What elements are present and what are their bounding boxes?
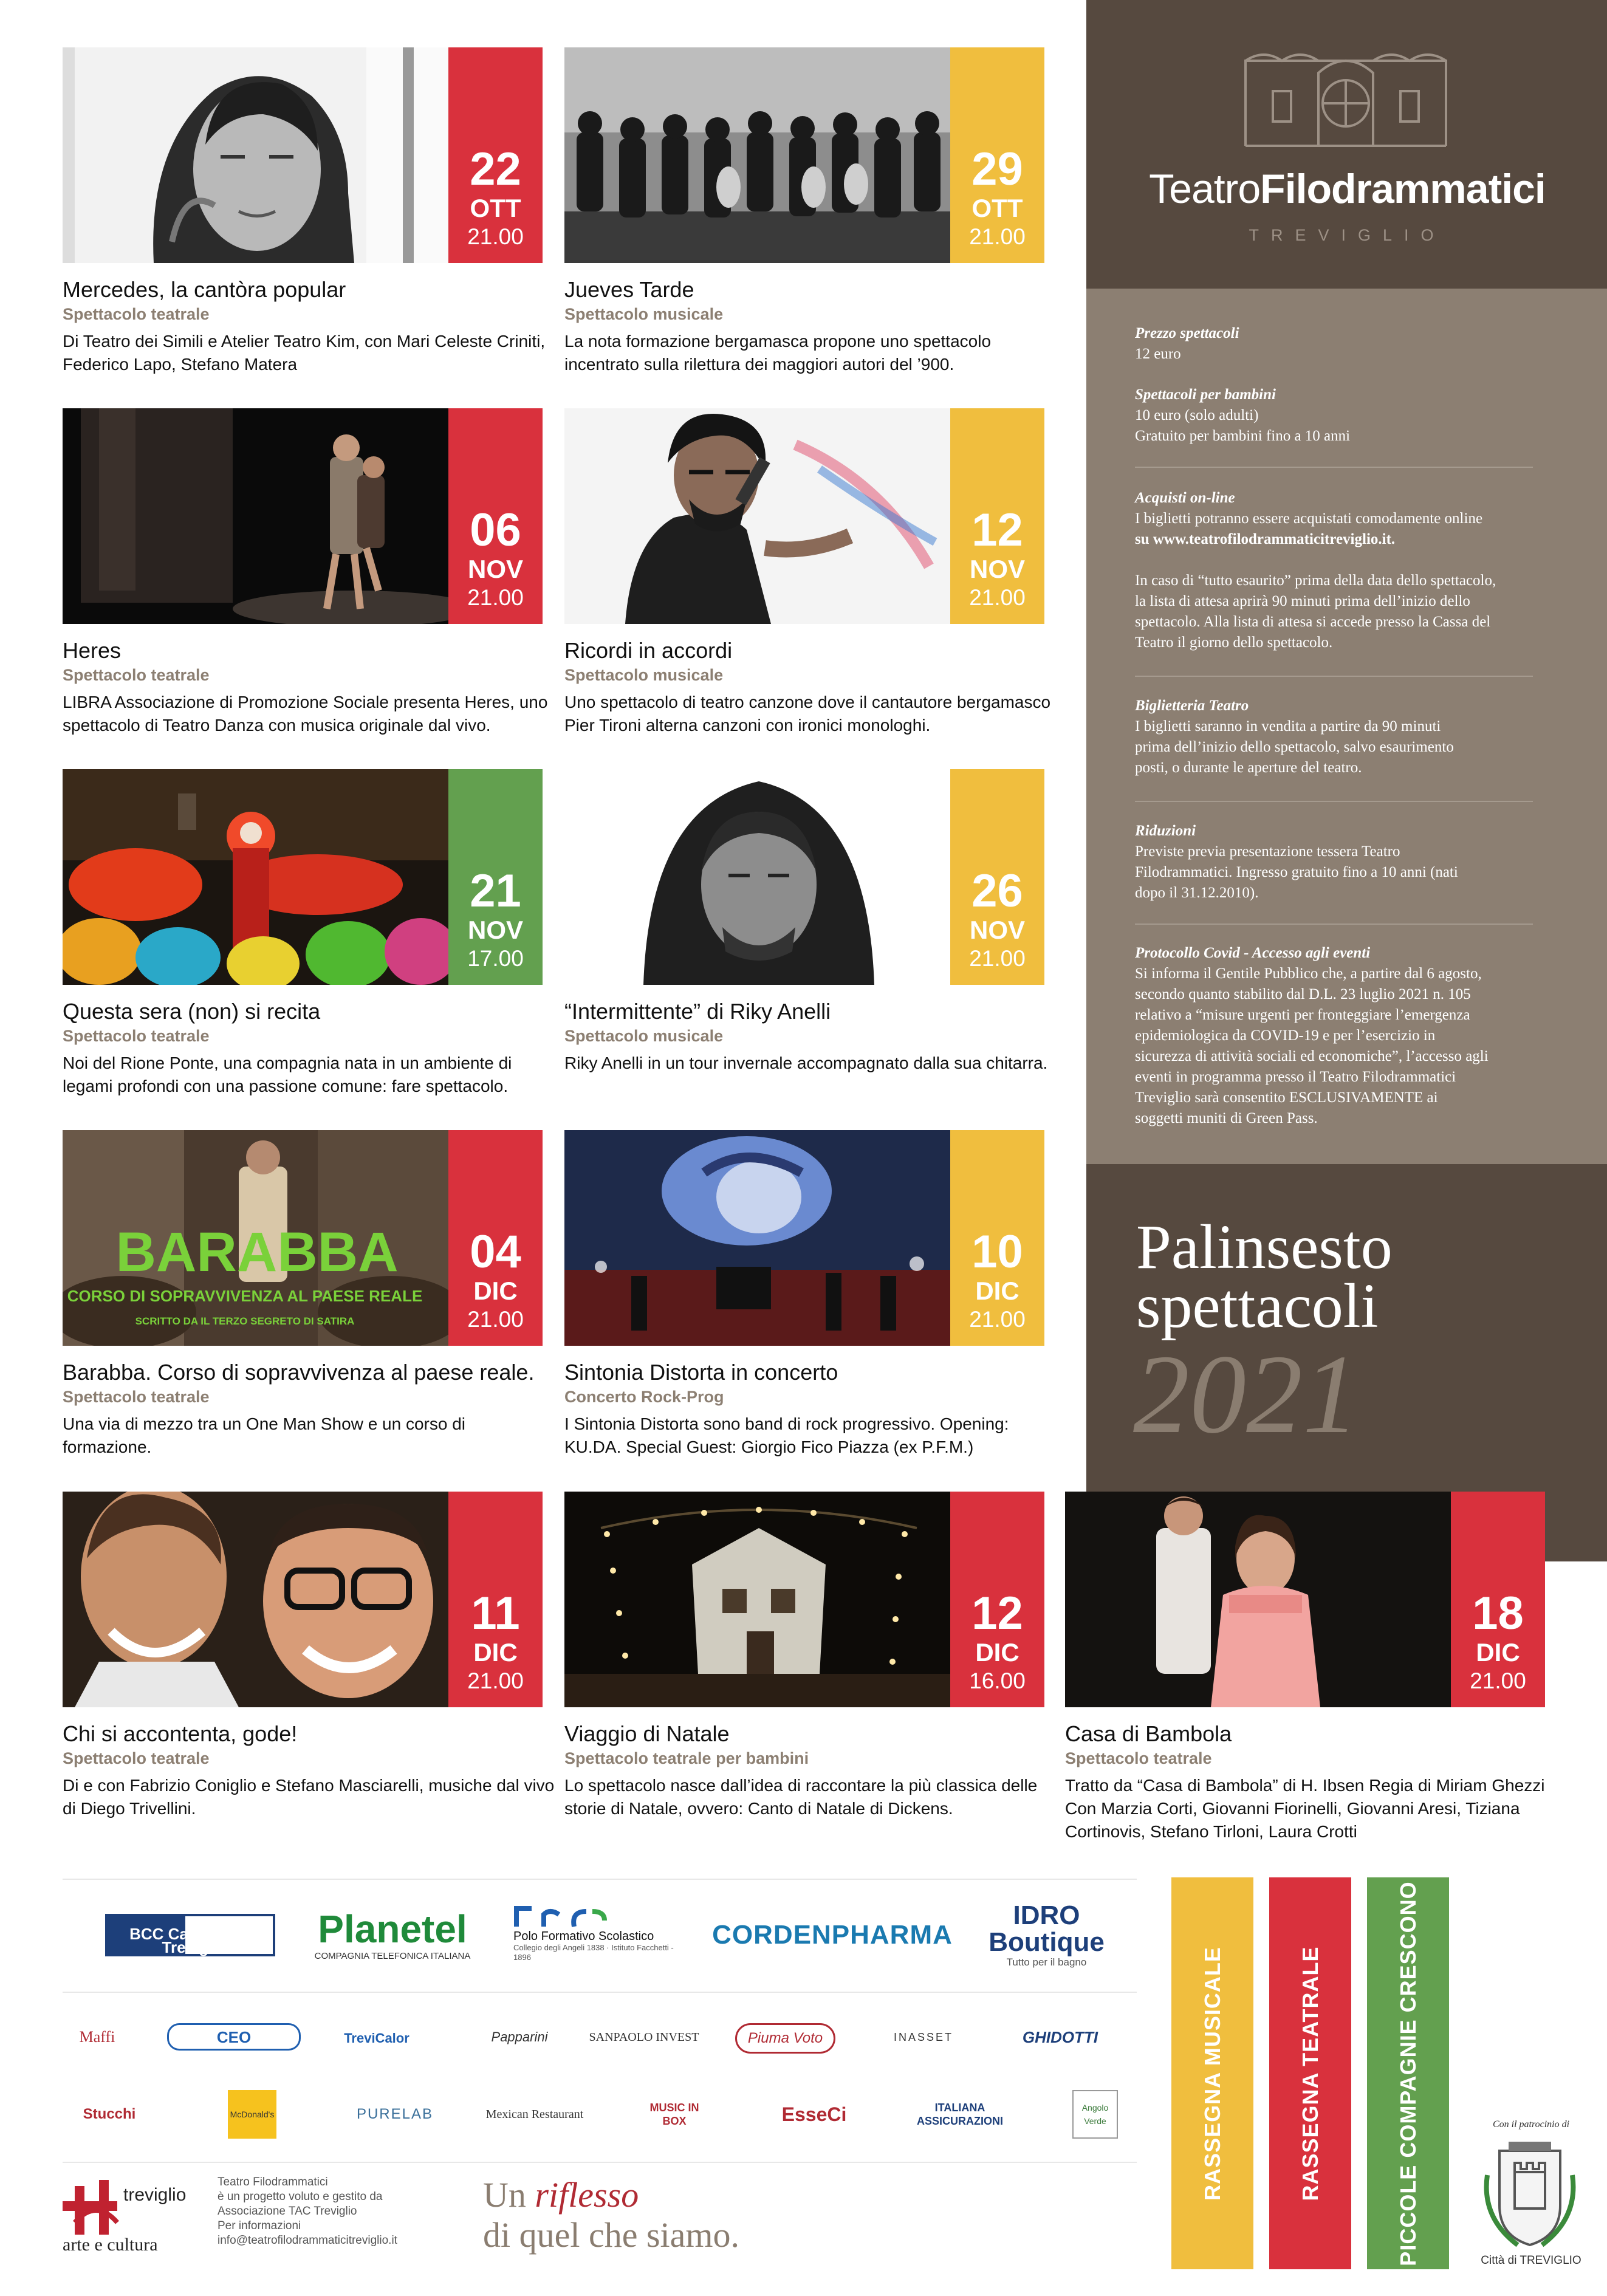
- event-category: Spettacolo teatrale: [63, 1749, 210, 1767]
- event-description: La nota formazione bergamasca propone uno spettacolo incentrato sulla rilettura dei maggiori autori del ’900.: [564, 332, 992, 374]
- slogan: Un riflesso di quel che siamo.: [483, 2175, 740, 2255]
- event-category: Spettacolo teatrale: [63, 666, 210, 684]
- sponsor-logo: Angolo Verde: [1072, 2090, 1118, 2139]
- sponsor-name: BCC Casa Rurale Treviglio: [129, 1925, 259, 1956]
- event-date-badge: 12 NOV 21.00: [950, 408, 1044, 624]
- sponsor-logo: Piuma Voto: [735, 2023, 835, 2054]
- event-category: Spettacolo teatrale per bambini: [564, 1749, 809, 1767]
- palinsesto-subtitle: spettacoli: [1136, 1271, 1379, 1341]
- sponsor-logo-idro: IDRO Boutique Tutto per il bagno: [989, 1900, 1105, 1968]
- event-date-badge: 11 DIC 21.00: [448, 1492, 543, 1707]
- event-title: Questa sera (non) si recita: [63, 999, 321, 1024]
- sponsor-logo: Maffi: [79, 2027, 115, 2046]
- info-separator: [1135, 467, 1533, 468]
- event-title: Ricordi in accordi: [564, 638, 733, 663]
- event-photo: [63, 408, 448, 624]
- event-description: LIBRA Associazione di Promozione Sociale presenta Heres, uno spettacolo di Teatro Danza con musica originale dal vivo.: [63, 693, 548, 735]
- sponsor-logo: Mexican Restaurant: [485, 2108, 584, 2121]
- sponsor-logo-bcc: [105, 1914, 275, 1956]
- band-rassegna-musicale: RASSEGNA MUSICALE: [1171, 1877, 1253, 2269]
- sponsor-logo: ITALIANA ASSICURAZIONI: [916, 2102, 1003, 2127]
- palinsesto-title: Palinsesto: [1136, 1212, 1393, 1282]
- divider: [63, 1879, 1137, 1880]
- sponsor-logo: EsseCi: [781, 2103, 847, 2125]
- event-date-badge: 26 NOV 21.00: [950, 769, 1044, 985]
- sponsor-logo: GHIDOTTI: [1022, 2027, 1098, 2046]
- footer-info: Teatro Filodrammatici è un progetto voluto e gestito da Associazione TAC Treviglio Per informazioni info@teatrofilodrammaticitreviglio.it: [218, 2175, 424, 2248]
- event-description: Lo spettacolo nasce dall’idea di raccontare la più classica delle storie di Natale, ovvero: Canto di Natale di Dickens.: [564, 1776, 1038, 1818]
- sponsor-logo: CEO: [167, 2023, 301, 2051]
- sponsor-logo: TreviCalor: [344, 2030, 409, 2046]
- event-title: “Intermittente” di Riky Anelli: [564, 999, 831, 1024]
- patronage-label: Con il patrocinio di: [1492, 2119, 1570, 2130]
- poster-subtitle: CORSO DI SOPRAVVIVENZA AL PAESE REALE: [67, 1287, 423, 1305]
- poster-tagline: SCRITTO DA IL TERZO SEGRETO DI SATIRA: [135, 1315, 355, 1327]
- theatre-logo-icon: [1239, 49, 1452, 149]
- divider: [63, 2162, 1137, 2163]
- event-photo: [63, 1492, 448, 1707]
- event-description: Di Teatro dei Simili e Atelier Teatro Kim, con Mari Celeste Criniti, Federico Lapo, Stefano Matera: [63, 332, 546, 374]
- event-title: Sintonia Distorta in concerto: [564, 1360, 838, 1385]
- info-reductions: Riduzioni Previste previa presentazione tessera Teatro Filodrammatici. Ingresso gratuito fino a 10 anni (nati dopo il 31.12.2010).: [1135, 823, 1458, 901]
- event-date-badge: 10 DIC 21.00: [950, 1130, 1044, 1346]
- poster-title: BARABBA: [115, 1221, 399, 1283]
- theatre-name: TeatroFilodrammatici: [1149, 166, 1546, 212]
- event-description: I Sintonia Distorta sono band di rock progressivo. Opening: KU.DA. Special Guest: Giorgio Fico Piazza (ex P.F.M.): [564, 1414, 1009, 1456]
- event-photo: [63, 769, 448, 985]
- event-photo: [564, 769, 950, 985]
- divider: [63, 1992, 1137, 1993]
- event-title: Barabba. Corso di sopravvivenza al paese reale.: [63, 1360, 535, 1385]
- event-date-badge: 12 DIC 16.00: [950, 1492, 1044, 1707]
- band-rassegna-teatrale: RASSEGNA TEATRALE: [1269, 1877, 1351, 2269]
- info-separator: [1135, 924, 1533, 925]
- event-photo: [564, 1492, 950, 1707]
- event-category: Spettacolo musicale: [564, 305, 724, 323]
- info-separator: [1135, 676, 1533, 677]
- info-online: Acquisti on-line I biglietti potranno essere acquistati comodamente online su www.teatrofilodrammaticitreviglio.it. In caso di “tutto esaurito” prima della data dello spettacolo, la lista di attesa aprirà 90 minuti prima dell’inizio dello spettacolo. Alla lista di attesa si accede presso la Cassa del Teatro il giorno dello spettacolo.: [1135, 490, 1496, 651]
- sponsor-logo: MUSIC IN BOX: [649, 2102, 699, 2127]
- contact-email[interactable]: info@teatrofilodrammaticitreviglio.it: [218, 2234, 397, 2247]
- sponsor-logo-polo: Polo Formativo Scolastico Collegio degli Angeli 1838 · Istituto Facchetti - 1896: [513, 1897, 684, 1971]
- event-photo: [564, 47, 950, 263]
- event-category: Spettacolo musicale: [564, 1027, 724, 1045]
- event-photo: [564, 408, 950, 624]
- event-description: Di e con Fabrizio Coniglio e Stefano Masciarelli, musiche dal vivo di Diego Trivellini.: [63, 1776, 555, 1818]
- city-name: Città di TREVIGLIO: [1481, 2254, 1581, 2267]
- info-box-office: Biglietteria Teatro I biglietti saranno in vendita a partire da 90 minuti prima dell’inizio dello spettacolo, salvo esaurimento posti, o durante le aperture del teatro.: [1135, 697, 1454, 776]
- event-category: Concerto Rock-Prog: [564, 1388, 724, 1406]
- sponsor-logo: SANPAOLO INVEST: [589, 2030, 699, 2044]
- event-title: Viaggio di Natale: [564, 1721, 730, 1746]
- info-covid: Protocollo Covid - Accesso agli eventi Si informa il Gentile Pubblico che, a partire dal 6 agosto, secondo quanto stabilito dal D.L. 23 luglio 2021 n. 105 relativo a “misure urgenti per fronteggiare l’emergenza epidemiologica da COVID-19 e per l’esercizio in sicurezza di attività sociali ed economiche”, l’accesso agli eventi in programma presso il Teatro Filodrammatici Treviglio sarà consentito ESCLUSIVAMENTE ai soggetti muniti di Green Pass.: [1135, 945, 1489, 1126]
- event-photo: [564, 1130, 950, 1346]
- event-category: Spettacolo musicale: [564, 666, 724, 684]
- event-date-badge: 18 DIC 21.00: [1451, 1492, 1545, 1707]
- event-title: Jueves Tarde: [564, 277, 694, 302]
- event-photo: [63, 47, 448, 263]
- event-photo: [63, 1130, 448, 1346]
- info-separator: [1135, 801, 1533, 802]
- sponsor-logo: Papparini: [491, 2029, 548, 2044]
- sponsor-logo: PURELAB: [356, 2106, 434, 2122]
- event-description: Noi del Rione Ponte, una compagnia nata in un ambiente di legami profondi con una passione comune: fare spettacolo.: [63, 1054, 512, 1095]
- event-date-badge: 04 DIC 21.00: [448, 1130, 543, 1346]
- info-price: Prezzo spettacoli 12 euro: [1135, 325, 1239, 362]
- info-kids: Spettacoli per bambini 10 euro (solo adulti) Gratuito per bambini fino a 10 anni: [1135, 386, 1351, 444]
- sponsor-logo: Stucchi: [83, 2106, 136, 2122]
- event-date-badge: 06 NOV 21.00: [448, 408, 543, 624]
- event-title: Heres: [63, 638, 122, 663]
- treviglio-arte-cultura-logo: treviglio arte e cultura: [63, 2174, 190, 2256]
- event-description: Una via di mezzo tra un One Man Show e un corso di formazione.: [63, 1414, 466, 1456]
- event-description: Tratto da “Casa di Bambola” di H. Ibsen Regia di Miriam Ghezzi Con Marzia Corti, Giovanni Fiorinelli, Giovanni Aresi, Tiziana Cortinovis, Stefano Tirloni, Laura Crotti: [1065, 1776, 1545, 1841]
- city-crest-icon: [1481, 2139, 1578, 2251]
- event-category: Spettacolo teatrale: [63, 305, 210, 323]
- event-date-badge: 29 OTT 21.00: [950, 47, 1044, 263]
- event-date-badge: 22 OTT 21.00: [448, 47, 543, 263]
- sponsor-logo: INASSET: [893, 2030, 954, 2043]
- event-category: Spettacolo teatrale: [63, 1027, 210, 1045]
- event-category: Spettacolo teatrale: [1065, 1749, 1212, 1767]
- event-title: Casa di Bambola: [1065, 1721, 1232, 1746]
- event-date-badge: 21 NOV 17.00: [448, 769, 543, 985]
- palinsesto-year: 2021: [1133, 1332, 1359, 1457]
- event-description: Riky Anelli in un tour invernale accompagnato dalla sua chitarra.: [564, 1054, 1048, 1072]
- sponsor-logo-cordenpharma: CORDENPHARMA: [712, 1920, 953, 1950]
- event-category: Spettacolo teatrale: [63, 1388, 210, 1406]
- sponsor-logo-planetel: Planetel COMPAGNIA TELEFONICA ITALIANA: [314, 1907, 471, 1961]
- band-piccole-compagnie: PICCOLE COMPAGNIE CRESCONO: [1367, 1877, 1449, 2269]
- sponsor-logo: McDonald's: [228, 2090, 276, 2139]
- theatre-city: TREVIGLIO: [1249, 226, 1446, 244]
- event-description: Uno spettacolo di teatro canzone dove il cantautore bergamasco Pier Tironi alterna canzoni con ironici monologhi.: [564, 693, 1051, 735]
- event-photo: [1065, 1492, 1451, 1707]
- event-title: Chi si accontenta, gode!: [63, 1721, 298, 1746]
- event-title: Mercedes, la cantòra popular: [63, 277, 346, 302]
